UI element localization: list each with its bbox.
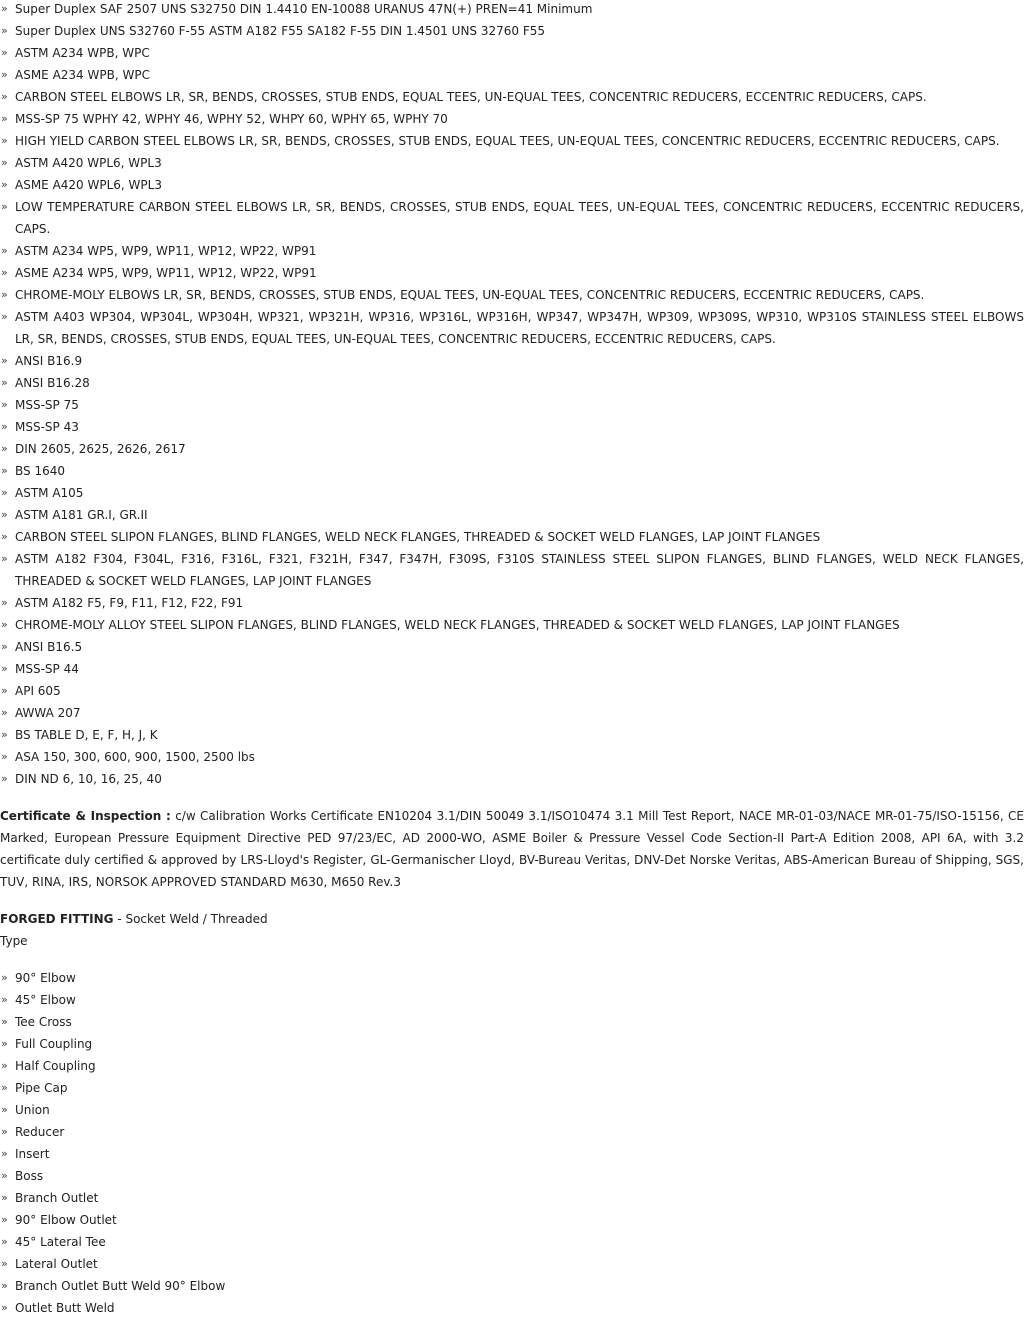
- certificate-paragraph: [0, 805, 1024, 893]
- fitting-type-item: » Boss: [0, 1165, 1024, 1187]
- spec-list-item: » CHROME-MOLY ELBOWS LR, SR, BENDS, CROSSES, STUB ENDS, EQUAL TEES, UN-EQUAL TEES, CONCENTRIC REDUCERS, ECCENTRIC REDUCERS, CAPS.: [0, 284, 1024, 306]
- spec-list-item: » Super Duplex UNS S32760 F-55 ASTM A182 F55 SA182 F-55 DIN 1.4501 UNS 32760 F55: [0, 20, 1024, 42]
- fitting-type-item: » Union: [0, 1099, 1024, 1121]
- fitting-type-item: » Pipe Cap: [0, 1077, 1024, 1099]
- certificate-text: c/w Calibration Works Certificate EN10204 3.1/DIN 50049 3.1/ISO10474 3.1 Mill Test Report, NACE MR-01-03/NACE MR-01-75/ISO-15156, CE Marked, European Pressure Equipment Directive PED 97/23/EC, AD 2000-WO, ASME Boiler & Pressure Vessel Code Section-II Part-A Edition 2008, API 6A, with 3.2 certificate duly certified & approved by LRS-Lloyd's Register, GL-Germanischer Lloyd, BV-Bureau Veritas, DNV-Det Norske Veritas, ABS-American Bureau of Shipping, SGS, TUV, RINA, IRS, NORSOK APPROVED STANDARD M630, M650 Rev.3: [0, 809, 1024, 889]
- spec-list-item: » ASTM A182 F304, F304L, F316, F316L, F321, F321H, F347, F347H, F309S, F310S STAINLESS STEEL SLIPON FLANGES, BLIND FLANGES, WELD NECK FLANGES, THREADED & SOCKET WELD FLANGES, LAP JOINT FLANGES: [0, 548, 1024, 592]
- forged-fitting-heading: [0, 908, 1024, 930]
- fitting-type-item: » Tee Cross: [0, 1011, 1024, 1033]
- fitting-type-item: » 90° Elbow: [0, 967, 1024, 989]
- forged-fitting-subtitle: - Socket Weld / Threaded: [113, 912, 268, 926]
- spec-list-item: » MSS-SP 44: [0, 658, 1024, 680]
- spec-list-item: » CARBON STEEL ELBOWS LR, SR, BENDS, CROSSES, STUB ENDS, EQUAL TEES, UN-EQUAL TEES, CONCENTRIC REDUCERS, ECCENTRIC REDUCERS, CAPS.: [0, 86, 1024, 108]
- spec-list-item: » ASA 150, 300, 600, 900, 1500, 2500 lbs: [0, 746, 1024, 768]
- fitting-type-item: » 45° Elbow: [0, 989, 1024, 1011]
- fitting-type-list: [0, 967, 1024, 1319]
- spec-list-item: » LOW TEMPERATURE CARBON STEEL ELBOWS LR, SR, BENDS, CROSSES, STUB ENDS, EQUAL TEES, UN-EQUAL TEES, CONCENTRIC REDUCERS, ECCENTRIC REDUCERS, CAPS.: [0, 196, 1024, 240]
- spec-list-item: » BS TABLE D, E, F, H, J, K: [0, 724, 1024, 746]
- spec-list-item: » DIN ND 6, 10, 16, 25, 40: [0, 768, 1024, 790]
- fitting-type-item: » Insert: [0, 1143, 1024, 1165]
- spec-list-item: » ASTM A234 WP5, WP9, WP11, WP12, WP22, WP91: [0, 240, 1024, 262]
- spec-list-item: » ASTM A403 WP304, WP304L, WP304H, WP321, WP321H, WP316, WP316L, WP316H, WP347, WP347H, WP309, WP309S, WP310, WP310S STAINLESS STEEL ELBOWS LR, SR, BENDS, CROSSES, STUB ENDS, EQUAL TEES, UN-EQUAL TEES, CONCENTRIC REDUCERS, ECCENTRIC REDUCERS, CAPS.: [0, 306, 1024, 350]
- type-label: Type: [0, 934, 28, 948]
- fitting-type-item: » 45° Lateral Tee: [0, 1231, 1024, 1253]
- spec-list-item: » ASTM A182 F5, F9, F11, F12, F22, F91: [0, 592, 1024, 614]
- fitting-type-item: » Branch Outlet: [0, 1187, 1024, 1209]
- spec-list-item: » ASTM A234 WPB, WPC: [0, 42, 1024, 64]
- certificate-label: Certificate & Inspection :: [0, 809, 171, 823]
- spec-list-item: » DIN 2605, 2625, 2626, 2617: [0, 438, 1024, 460]
- spec-list-item: » HIGH YIELD CARBON STEEL ELBOWS LR, SR, BENDS, CROSSES, STUB ENDS, EQUAL TEES, UN-EQUAL TEES, CONCENTRIC REDUCERS, ECCENTRIC REDUCERS, CAPS.: [0, 130, 1024, 152]
- spec-list-item: » ASTM A420 WPL6, WPL3: [0, 152, 1024, 174]
- spec-list-item: » Super Duplex SAF 2507 UNS S32750 DIN 1.4410 EN-10088 URANUS 47N(+) PREN=41 Minimum: [0, 0, 1024, 20]
- spec-list-item: » BS 1640: [0, 460, 1024, 482]
- spec-list-item: » CHROME-MOLY ALLOY STEEL SLIPON FLANGES, BLIND FLANGES, WELD NECK FLANGES, THREADED & SOCKET WELD FLANGES, LAP JOINT FLANGES: [0, 614, 1024, 636]
- spec-list-item: » MSS-SP 75: [0, 394, 1024, 416]
- spec-list-item: » MSS-SP 43: [0, 416, 1024, 438]
- spec-list-item: » ASTM A105: [0, 482, 1024, 504]
- spec-list-item: » ASME A234 WPB, WPC: [0, 64, 1024, 86]
- fitting-type-item: » Lateral Outlet: [0, 1253, 1024, 1275]
- forged-fitting-title: FORGED FITTING: [0, 912, 114, 926]
- fitting-type-item: » Full Coupling: [0, 1033, 1024, 1055]
- spec-list-item: » MSS-SP 75 WPHY 42, WPHY 46, WPHY 52, WHPY 60, WPHY 65, WPHY 70: [0, 108, 1024, 130]
- spec-list-item: » ANSI B16.28: [0, 372, 1024, 394]
- fitting-type-item: » 90° Elbow Outlet: [0, 1209, 1024, 1231]
- spec-list-item: » API 605: [0, 680, 1024, 702]
- fitting-type-item: » Branch Outlet Butt Weld 90° Elbow: [0, 1275, 1024, 1297]
- fitting-type-item: » Half Coupling: [0, 1055, 1024, 1077]
- spec-list-item: » ASME A234 WP5, WP9, WP11, WP12, WP22, WP91: [0, 262, 1024, 284]
- spec-list-item: » ANSI B16.9: [0, 350, 1024, 372]
- spec-list-item: » CARBON STEEL SLIPON FLANGES, BLIND FLANGES, WELD NECK FLANGES, THREADED & SOCKET WELD FLANGES, LAP JOINT FLANGES: [0, 526, 1024, 548]
- fitting-type-item: » Outlet Butt Weld: [0, 1297, 1024, 1319]
- spec-list-item: » ASTM A181 GR.I, GR.II: [0, 504, 1024, 526]
- spec-list-item: » ANSI B16.5: [0, 636, 1024, 658]
- fitting-type-item: » Reducer: [0, 1121, 1024, 1143]
- spec-list-item: » AWWA 207: [0, 702, 1024, 724]
- spec-list-item: » ASME A420 WPL6, WPL3: [0, 174, 1024, 196]
